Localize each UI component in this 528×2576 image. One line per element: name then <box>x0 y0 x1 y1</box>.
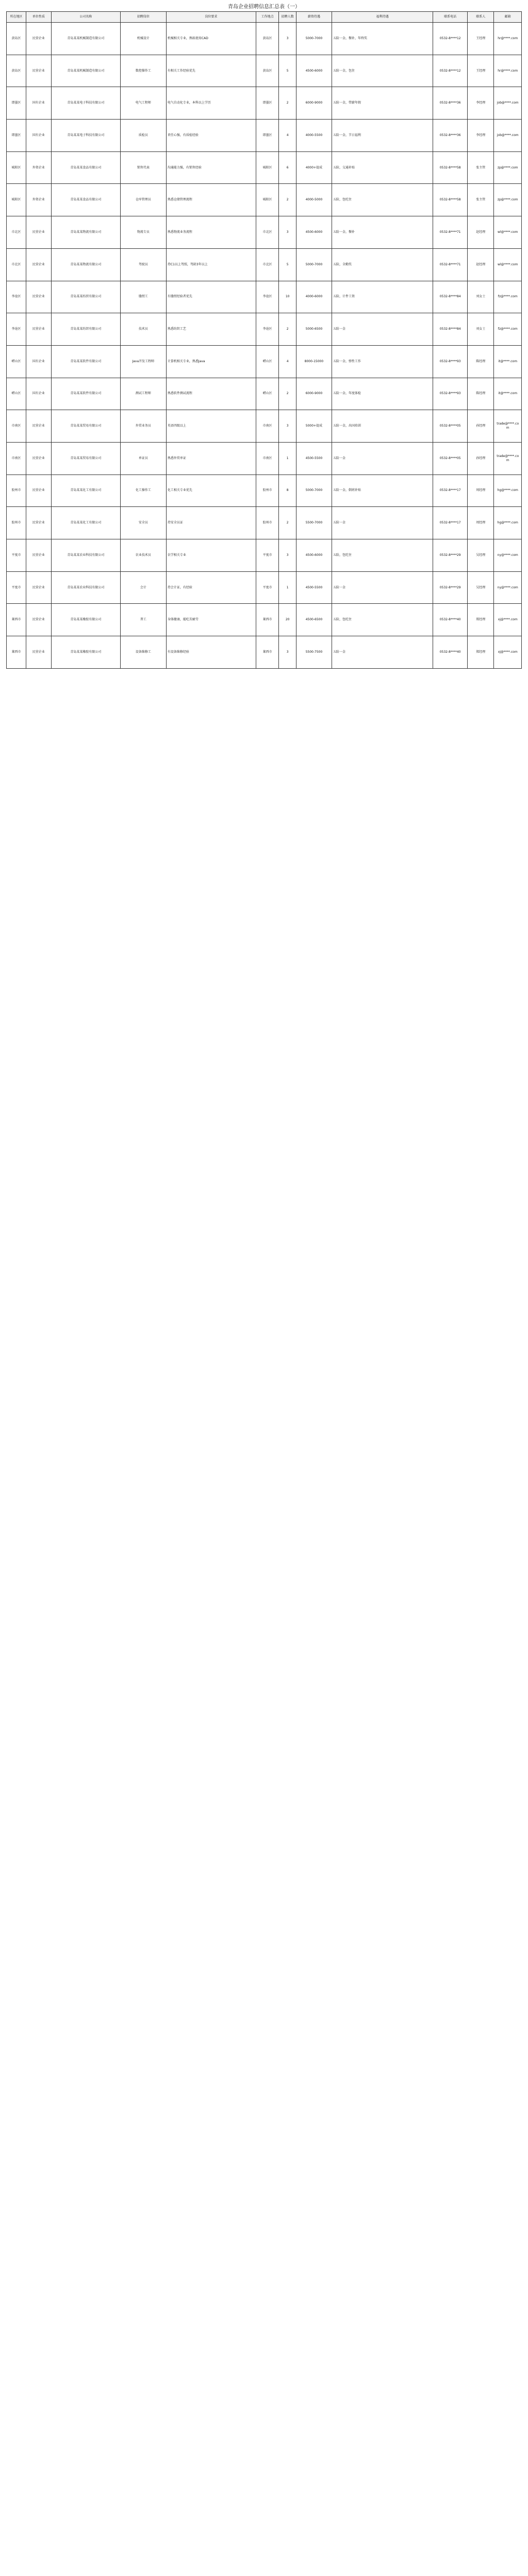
table-cell: 胶州市 <box>256 507 279 539</box>
table-row <box>7 23 522 55</box>
table-cell: 李经理 <box>468 120 494 152</box>
table-row <box>7 151 522 184</box>
column-header: 邮箱 <box>494 12 522 23</box>
table-cell: 0532-8****84 <box>433 281 468 313</box>
table-cell: 国有企业 <box>26 120 51 152</box>
table-cell: hg@****.com <box>494 507 522 539</box>
table-cell: 0532-8****58 <box>433 184 468 216</box>
table-cell: 4500-6000 <box>296 216 332 249</box>
table-cell: 4000+提成 <box>296 151 332 184</box>
table-cell: 4000-5500 <box>296 120 332 152</box>
table-cell: trade@****.com <box>494 442 522 474</box>
table-cell: 持C1以上驾照，驾龄3年以上 <box>166 248 256 281</box>
table-body <box>7 23 522 669</box>
table-cell: 5500-7000 <box>296 507 332 539</box>
table-cell: 计算机相关专业，熟悉Java <box>166 345 256 378</box>
table-cell: 民营企业 <box>26 248 51 281</box>
table-cell: 青岛某某软件有限公司 <box>51 378 120 410</box>
table-cell: 青岛某某食品有限公司 <box>51 151 120 184</box>
table-cell: 0532-8****84 <box>433 313 468 346</box>
table-cell: 4500-5500 <box>296 442 332 474</box>
table-cell: 青岛某某机械制造有限公司 <box>51 55 120 87</box>
table-cell: 仓库管理员 <box>120 184 166 216</box>
table-cell: 质检员 <box>120 120 166 152</box>
table-row <box>7 636 522 669</box>
table-row <box>7 410 522 443</box>
column-header: 招聘人数 <box>279 12 296 23</box>
table-cell: 平度市 <box>256 571 279 604</box>
table-cell: 持安全员证 <box>166 507 256 539</box>
table-cell: 五险一金 <box>332 507 433 539</box>
table-cell: 青岛某某电子科技有限公司 <box>51 120 120 152</box>
table-cell: 3 <box>279 23 296 55</box>
table-cell: wl@****.com <box>494 216 522 249</box>
table-cell: 五险一金，餐补，年终奖 <box>332 23 433 55</box>
table-cell: 4 <box>279 345 296 378</box>
table-cell: 青岛某某物流有限公司 <box>51 216 120 249</box>
table-cell: 化工操作工 <box>120 474 166 507</box>
table-cell: 李沧区 <box>256 281 279 313</box>
table-cell: 崂山区 <box>256 345 279 378</box>
table-cell: 陈经理 <box>468 378 494 410</box>
table-cell: 熟悉物流业务流程 <box>166 216 256 249</box>
table-cell: 民营企业 <box>26 604 51 636</box>
table-cell: 0532-8****17 <box>433 507 468 539</box>
table-cell: 孙经理 <box>468 410 494 443</box>
table-cell: 2 <box>279 184 296 216</box>
table-cell: 沟通能力强，有销售经验 <box>166 151 256 184</box>
table-cell: 即墨区 <box>256 120 279 152</box>
table-cell: 机械设计 <box>120 23 166 55</box>
table-cell: 驾驶员 <box>120 248 166 281</box>
table-cell: 市南区 <box>256 410 279 443</box>
table-cell: 熟悉纺织工艺 <box>166 313 256 346</box>
table-cell: 孙经理 <box>468 442 494 474</box>
table-cell: 5500-7500 <box>296 636 332 669</box>
table-cell: 李沧区 <box>256 313 279 346</box>
table-cell: 黄岛区 <box>256 55 279 87</box>
table-cell: 0532-8****40 <box>433 636 468 669</box>
table-cell: 五险一金，倒班补贴 <box>332 474 433 507</box>
table-row <box>7 571 522 604</box>
table-cell: 李沧区 <box>7 281 26 313</box>
table-cell: 1 <box>279 442 296 474</box>
table-cell: 熟悉外贸单证 <box>166 442 256 474</box>
table-cell: wl@****.com <box>494 248 522 281</box>
table-cell: 五险一金 <box>332 313 433 346</box>
table-cell: 0532-8****29 <box>433 539 468 572</box>
job-table <box>6 11 522 669</box>
table-cell: 0532-8****17 <box>433 474 468 507</box>
table-row <box>7 539 522 572</box>
table-row <box>7 345 522 378</box>
table-row <box>7 604 522 636</box>
table-cell: 青岛某某贸易有限公司 <box>51 442 120 474</box>
table-cell: 市北区 <box>256 216 279 249</box>
table-cell: 民营企业 <box>26 313 51 346</box>
table-cell: 3 <box>279 216 296 249</box>
table-cell: 五险，包吃住 <box>332 539 433 572</box>
table-cell: 2 <box>279 507 296 539</box>
table-cell: 物流专员 <box>120 216 166 249</box>
table-cell: 即墨区 <box>256 87 279 120</box>
table-cell: 胶州市 <box>7 474 26 507</box>
table-cell: 0532-8****93 <box>433 378 468 410</box>
table-cell: 单证员 <box>120 442 166 474</box>
table-row <box>7 507 522 539</box>
table-cell: ny@****.com <box>494 571 522 604</box>
table-cell: 0532-8****71 <box>433 248 468 281</box>
table-cell: 赵经理 <box>468 248 494 281</box>
table-cell: 青岛某某橡胶有限公司 <box>51 636 120 669</box>
column-header: 招聘岗位 <box>120 12 166 23</box>
table-cell: 郑经理 <box>468 636 494 669</box>
table-cell: 0532-8****40 <box>433 604 468 636</box>
table-cell: 王经理 <box>468 55 494 87</box>
table-cell: 胶州市 <box>256 474 279 507</box>
column-header: 联系人 <box>468 12 494 23</box>
table-cell: 20 <box>279 604 296 636</box>
table-cell: 0532-8****05 <box>433 442 468 474</box>
table-cell: ny@****.com <box>494 539 522 572</box>
table-cell: 5000-7000 <box>296 474 332 507</box>
table-cell: 0532-8****29 <box>433 571 468 604</box>
table-cell: 0532-8****71 <box>433 216 468 249</box>
table-cell: 平度市 <box>256 539 279 572</box>
table-cell: 8000-15000 <box>296 345 332 378</box>
table-cell: 市北区 <box>7 248 26 281</box>
table-cell: 农学相关专业 <box>166 539 256 572</box>
table-cell: 6 <box>279 151 296 184</box>
page <box>6 0 522 669</box>
table-cell: 1 <box>279 571 296 604</box>
table-row <box>7 55 522 87</box>
column-header: 福利待遇 <box>332 12 433 23</box>
table-cell: 4000-5000 <box>296 184 332 216</box>
table-cell: 民营企业 <box>26 442 51 474</box>
table-cell: 五险一金，餐补 <box>332 216 433 249</box>
table-cell: 5000+提成 <box>296 410 332 443</box>
table-cell: hg@****.com <box>494 474 522 507</box>
table-cell: 五险一金，包住 <box>332 55 433 87</box>
table-cell: 青岛某某橡胶有限公司 <box>51 604 120 636</box>
table-cell: 五险，交通补贴 <box>332 151 433 184</box>
table-cell: 青岛某某农业科技有限公司 <box>51 571 120 604</box>
table-cell: 市南区 <box>256 442 279 474</box>
table-cell: 五险，包吃住 <box>332 604 433 636</box>
page-title: 青岛企业招聘信息汇总表（一） <box>228 4 300 10</box>
table-row <box>7 184 522 216</box>
table-cell: 吴经理 <box>468 539 494 572</box>
table-cell: 外资企业 <box>26 151 51 184</box>
table-cell: 国有企业 <box>26 345 51 378</box>
table-cell: 青岛某某化工有限公司 <box>51 507 120 539</box>
table-cell: 2 <box>279 87 296 120</box>
table-cell: 城阳区 <box>7 151 26 184</box>
table-cell: 五险一金，弹性工作 <box>332 345 433 378</box>
table-cell: 青岛某某软件有限公司 <box>51 345 120 378</box>
table-cell: 青岛某某化工有限公司 <box>51 474 120 507</box>
table-cell: 张主管 <box>468 184 494 216</box>
table-cell: 4500-6000 <box>296 55 332 87</box>
table-cell: 化工相关专业优先 <box>166 474 256 507</box>
table-cell: 吴经理 <box>468 571 494 604</box>
table-header-row <box>7 12 522 23</box>
table-cell: 平度市 <box>7 539 26 572</box>
table-cell: 青岛某某贸易有限公司 <box>51 410 120 443</box>
table-cell: 国有企业 <box>26 87 51 120</box>
table-cell: zp@****.com <box>494 151 522 184</box>
table-cell: 市北区 <box>256 248 279 281</box>
table-cell: 熟悉软件测试流程 <box>166 378 256 410</box>
table-cell: 5000-6500 <box>296 313 332 346</box>
table-cell: 8 <box>279 474 296 507</box>
table-cell: 民营企业 <box>26 636 51 669</box>
table-cell: 黄岛区 <box>7 55 26 87</box>
table-cell: 李沧区 <box>7 313 26 346</box>
table-cell: 郑经理 <box>468 604 494 636</box>
table-row <box>7 216 522 249</box>
table-cell: 英语四级以上 <box>166 410 256 443</box>
column-header: 所在地区 <box>7 12 26 23</box>
table-cell: 青岛某某纺织有限公司 <box>51 281 120 313</box>
table-cell: 平度市 <box>7 571 26 604</box>
table-cell: 五险一金，带薪年假 <box>332 87 433 120</box>
table-cell: 有设备维修经验 <box>166 636 256 669</box>
table-cell: 五险一金 <box>332 636 433 669</box>
table-cell: 3 <box>279 410 296 443</box>
table-cell: 青岛某某电子科技有限公司 <box>51 87 120 120</box>
table-cell: 即墨区 <box>7 120 26 152</box>
table-cell: 莱西市 <box>7 636 26 669</box>
table-row <box>7 87 522 120</box>
table-cell: 城阳区 <box>256 184 279 216</box>
table-cell: 周经理 <box>468 507 494 539</box>
table-cell: 熟悉仓储管理流程 <box>166 184 256 216</box>
table-cell: 民营企业 <box>26 23 51 55</box>
table-cell: 民营企业 <box>26 571 51 604</box>
table-cell: 五险一金，年度体检 <box>332 378 433 410</box>
table-cell: 数控操作工 <box>120 55 166 87</box>
table-cell: job@****.com <box>494 120 522 152</box>
table-cell: 技术员 <box>120 313 166 346</box>
table-cell: 6000-9000 <box>296 87 332 120</box>
table-cell: 6000-9000 <box>296 378 332 410</box>
table-cell: 周经理 <box>468 474 494 507</box>
table-cell: 黄岛区 <box>256 23 279 55</box>
table-cell: 五险，包吃住 <box>332 184 433 216</box>
table-cell: 普工 <box>120 604 166 636</box>
table-cell: fz@****.com <box>494 281 522 313</box>
table-cell: 青岛某某农业科技有限公司 <box>51 539 120 572</box>
table-cell: 4500-6000 <box>296 539 332 572</box>
table-cell: 青岛某某食品有限公司 <box>51 184 120 216</box>
table-cell: 即墨区 <box>7 87 26 120</box>
table-cell: 民营企业 <box>26 410 51 443</box>
table-row <box>7 378 522 410</box>
table-row <box>7 313 522 346</box>
table-cell: 有缝纫经验者优先 <box>166 281 256 313</box>
table-cell: 青岛某某机械制造有限公司 <box>51 23 120 55</box>
table-cell: 崂山区 <box>256 378 279 410</box>
table-cell: 莱西市 <box>256 636 279 669</box>
table-cell: 缝纫工 <box>120 281 166 313</box>
table-cell: 赵经理 <box>468 216 494 249</box>
table-cell: 民营企业 <box>26 539 51 572</box>
table-cell: 崂山区 <box>7 378 26 410</box>
table-cell: it@****.com <box>494 378 522 410</box>
table-row <box>7 442 522 474</box>
table-cell: 5000-7000 <box>296 248 332 281</box>
table-cell: job@****.com <box>494 87 522 120</box>
table-cell: 刘女士 <box>468 313 494 346</box>
table-cell: 身体健康，能吃苦耐劳 <box>166 604 256 636</box>
table-cell: 机械相关专业，熟练使用CAD <box>166 23 256 55</box>
table-cell: 销售代表 <box>120 151 166 184</box>
table-cell: 2 <box>279 378 296 410</box>
table-cell: 10 <box>279 281 296 313</box>
column-header: 联系电话 <box>433 12 468 23</box>
table-cell: 五险一金 <box>332 442 433 474</box>
table-cell: 陈经理 <box>468 345 494 378</box>
table-cell: 市北区 <box>7 216 26 249</box>
table-cell: 外资企业 <box>26 184 51 216</box>
table-cell: 李经理 <box>468 87 494 120</box>
column-header: 工作地点 <box>256 12 279 23</box>
table-cell: 市南区 <box>7 442 26 474</box>
table-cell: 城阳区 <box>7 184 26 216</box>
table-cell: 刘女士 <box>468 281 494 313</box>
table-cell: 3 <box>279 539 296 572</box>
table-cell: 王经理 <box>468 23 494 55</box>
table-cell: 0532-8****05 <box>433 410 468 443</box>
table-cell: 5 <box>279 248 296 281</box>
table-cell: 持会计证，有经验 <box>166 571 256 604</box>
table-cell: 设备维修工 <box>120 636 166 669</box>
table-cell: 2 <box>279 313 296 346</box>
table-cell: 0532-8****93 <box>433 345 468 378</box>
table-cell: 胶州市 <box>7 507 26 539</box>
table-cell: 电气自动化专业，本科以上学历 <box>166 87 256 120</box>
table-cell: 安全员 <box>120 507 166 539</box>
table-cell: 5000-7000 <box>296 23 332 55</box>
table-row <box>7 120 522 152</box>
table-cell: 0532-8****12 <box>433 55 468 87</box>
table-cell: Java开发工程师 <box>120 345 166 378</box>
table-cell: 电气工程师 <box>120 87 166 120</box>
table-cell: 会计 <box>120 571 166 604</box>
table-cell: 五险一金，出国培训 <box>332 410 433 443</box>
table-cell: 莱西市 <box>256 604 279 636</box>
table-cell: 民营企业 <box>26 216 51 249</box>
table-cell: 五险，全勤奖 <box>332 248 433 281</box>
table-cell: 民营企业 <box>26 55 51 87</box>
table-cell: trade@****.com <box>494 410 522 443</box>
table-row <box>7 248 522 281</box>
table-cell: 青岛某某纺织有限公司 <box>51 313 120 346</box>
column-header: 薪资待遇 <box>296 12 332 23</box>
table-cell: 市南区 <box>7 410 26 443</box>
table-cell: 4000-6000 <box>296 281 332 313</box>
table-row <box>7 474 522 507</box>
column-header: 公司名称 <box>51 12 120 23</box>
table-cell: 青岛某某物流有限公司 <box>51 248 120 281</box>
table-cell: 张主管 <box>468 151 494 184</box>
table-cell: fz@****.com <box>494 313 522 346</box>
table-cell: zp@****.com <box>494 184 522 216</box>
table-cell: 五险一金 <box>332 571 433 604</box>
table-cell: 民营企业 <box>26 281 51 313</box>
table-cell: hr@****.com <box>494 23 522 55</box>
table-cell: 4 <box>279 120 296 152</box>
table-cell: 城阳区 <box>256 151 279 184</box>
table-cell: 农业技术员 <box>120 539 166 572</box>
table-cell: 有相关工作经验优先 <box>166 55 256 87</box>
column-header: 单位性质 <box>26 12 51 23</box>
table-row <box>7 281 522 313</box>
table-cell: 4500-5500 <box>296 571 332 604</box>
table-cell: 0532-8****36 <box>433 120 468 152</box>
table-cell: 5 <box>279 55 296 87</box>
table-cell: 0532-8****58 <box>433 151 468 184</box>
table-cell: xj@****.com <box>494 636 522 669</box>
column-header: 岗位要求 <box>166 12 256 23</box>
table-cell: 测试工程师 <box>120 378 166 410</box>
table-cell: 外贸业务员 <box>120 410 166 443</box>
table-cell: hr@****.com <box>494 55 522 87</box>
table-cell: 国有企业 <box>26 378 51 410</box>
table-cell: 0532-8****12 <box>433 23 468 55</box>
table-cell: 崂山区 <box>7 345 26 378</box>
table-cell: 五险，计件工资 <box>332 281 433 313</box>
table-cell: 0532-8****36 <box>433 87 468 120</box>
table-cell: 民营企业 <box>26 507 51 539</box>
table-cell: 五险一金，节日福利 <box>332 120 433 152</box>
table-cell: xj@****.com <box>494 604 522 636</box>
table-cell: 4500-6500 <box>296 604 332 636</box>
table-cell: 3 <box>279 636 296 669</box>
table-cell: it@****.com <box>494 345 522 378</box>
table-cell: 责任心强，有质检经验 <box>166 120 256 152</box>
table-cell: 民营企业 <box>26 474 51 507</box>
table-cell: 莱西市 <box>7 604 26 636</box>
table-cell: 黄岛区 <box>7 23 26 55</box>
